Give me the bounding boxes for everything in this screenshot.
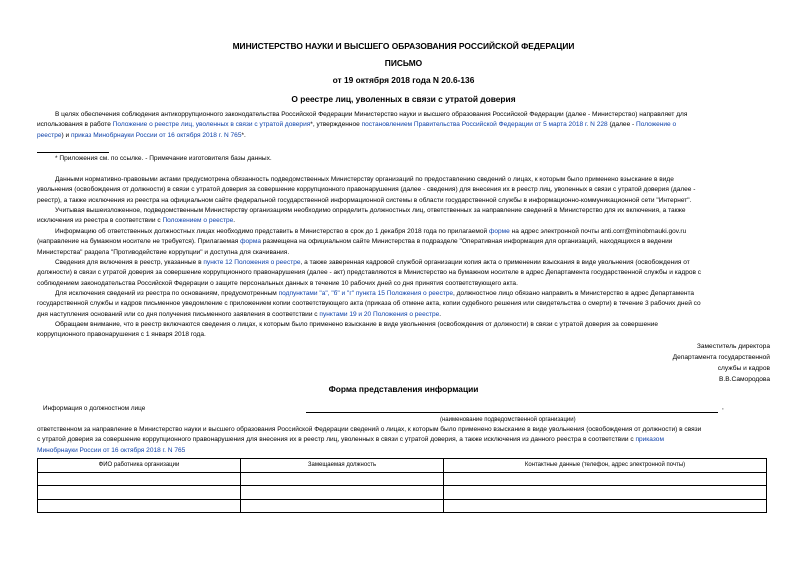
paragraph-4 xyxy=(37,227,767,258)
paragraph-2 xyxy=(37,175,767,206)
paragraph-line: государственной службы и кадров письменное уведомление с приложением копии соответствующего акта (приказа об отмене акта, копии судебного решения или свидетельства о смерти) в течение 3 рабочих дней со xyxy=(37,300,701,308)
link-government-decree[interactable]: постановлением Правительства Российской Федерации от 5 марта 2018 г. N 228 xyxy=(361,121,608,129)
intro-paragraph xyxy=(37,110,767,141)
table-cell[interactable] xyxy=(38,472,241,486)
text: , должностное лицо обязано направить в Министерство в адрес Департамента xyxy=(453,290,695,297)
paragraph-line: Обращаем внимание, что в реестр включаются сведения о лицах, к которым было применено взыскание в виде увольнения (освобождения от должности) в связи с утратой доверия за совершение xyxy=(55,321,659,328)
text: (далее - xyxy=(607,121,637,129)
link-form-2[interactable]: форма xyxy=(240,238,261,246)
signature-line: службы и кадров xyxy=(717,365,770,372)
paragraph-line xyxy=(37,227,767,237)
signature-block xyxy=(600,341,770,385)
document-type: ПИСЬМО xyxy=(384,58,423,68)
footnote xyxy=(55,154,655,164)
text: . xyxy=(439,310,442,318)
text: , а также заверенная кадровой службой организации копия акта о применении взыскания в виде увольнения (освобождения от xyxy=(300,259,690,266)
paragraph-line xyxy=(37,289,767,299)
link-order-765[interactable]: приказ Минобрнауки России от 16 октября 2018 г. N 765 xyxy=(70,131,242,139)
table-cell[interactable] xyxy=(444,499,767,513)
ministry-title: МИНИСТЕРСТВО НАУКИ И ВЫСШЕГО ОБРАЗОВАНИЯ РОССИЙСКОЙ ФЕДЕРАЦИИ xyxy=(232,41,575,51)
text: на адрес электронной почты anti.corr@minobrnauki.gov.ru xyxy=(509,228,687,235)
link-order[interactable]: приказом xyxy=(635,436,664,444)
paragraph-line xyxy=(37,216,767,226)
document-date-number: от 19 октября 2018 года N 20.6-136 xyxy=(332,75,475,85)
paragraph-line xyxy=(37,310,767,320)
text: *, утвержденное xyxy=(310,121,362,129)
intro-line-1: В целях обеспечения соблюдения антикоррупционного законодательства Российской Федерации Министерство науки и высшего образования Российской Федерации (далее - Министерство) направляет для xyxy=(55,111,688,118)
intro-line-2 xyxy=(37,120,767,130)
paragraph-line: ответственном за направление в Министерство науки и высшего образования Российской Федерации сведений о лицах, к которым было применено взыскание в виде увольнения (освобождения от должности) в связи xyxy=(37,426,702,433)
text: размещена на официальном сайте Министерства в подразделе "Оперативная информация для организаций, находящихся в ведении xyxy=(260,238,673,246)
table-header-row xyxy=(38,459,767,473)
info-label: Информация о должностном лице xyxy=(43,405,146,412)
link-point-12[interactable]: пункте 12 Положения о реестре xyxy=(203,259,301,266)
footnote-text: * Приложения см. по ссылке. - Примечание изготовителя базы данных. xyxy=(55,155,272,162)
table-cell[interactable] xyxy=(444,486,767,500)
text: исключения из реестра в соответствии с xyxy=(37,217,163,225)
table-row xyxy=(38,486,767,500)
column-header-fio: ФИО работника организации xyxy=(38,459,241,473)
table-cell[interactable] xyxy=(241,499,444,513)
link-points-19-20[interactable]: пунктами 19 и 20 Положения о реестре xyxy=(319,310,440,318)
table-cell[interactable] xyxy=(38,499,241,513)
paragraph-line xyxy=(37,237,767,247)
text: Информацию об ответственных должностных лицах необходимо представить в Министерство в срок до 1 декабря 2018 года по прилагаемой xyxy=(55,228,489,235)
link-regulation-registry[interactable]: Положение о реестре лиц, уволенных в связи с утратой доверия xyxy=(112,121,311,129)
paragraph-3 xyxy=(37,206,767,227)
paragraph-line: коррупционного правонарушения с 1 января 2018 года. xyxy=(37,331,206,339)
form-paragraph xyxy=(37,425,767,456)
link-regulation-short-cont[interactable]: реестре xyxy=(37,131,62,139)
text: Сведения для включения в реестр, указанные в xyxy=(55,259,204,266)
form-table xyxy=(37,458,767,513)
text: с утратой доверия за совершение коррупционного правонарушения для внесения их в реестр лиц, уволенных в связи с утратой доверия, а также исключения из данного реестра в соответствии с xyxy=(37,436,636,444)
link-form[interactable]: форме xyxy=(489,228,510,235)
column-header-contacts: Контактные данные (телефон, адрес электронной почты) xyxy=(444,459,767,473)
form-title: Форма представления информации xyxy=(328,384,479,394)
column-header-position: Замещаемая должность xyxy=(241,459,444,473)
paragraph-line: Министерства" раздела "Противодействие коррупции" и доступна для скачивания. xyxy=(37,248,290,256)
paragraph-line: Данными нормативно-правовыми актами предусмотрена обязанность подведомственных Министерству организаций по предоставлению сведений о лицах, к которым было применено взыскание в виде xyxy=(55,176,674,183)
signature-line: Заместитель директора xyxy=(696,343,770,350)
table-cell[interactable] xyxy=(241,472,444,486)
paragraph-line: соблюдением законодательства Российской Федерации о защите персональных данных в течение 10 рабочих дней со дня принятия соответствующего акта. xyxy=(37,279,518,287)
table-row xyxy=(38,499,767,513)
text: (направление на бумажном носителе не требуется). Прилагаемая xyxy=(37,238,241,246)
paragraph-line: должности) в связи с утратой доверия за совершение коррупционного правонарушения (далее - акт) представляются в Министерство на бумажном носителе в адрес Департамента государственной службы и кадров с xyxy=(37,269,702,277)
paragraph-line: увольнения (освобождения от должности) в связи с утратой доверия за совершение коррупционного правонарушения (далее - сведения) для внесения их в реестр лиц, уволенных в связи с утратой доверия (далее - xyxy=(37,186,696,194)
paragraph-line xyxy=(37,258,767,268)
document-subject: О реестре лиц, уволенных в связи с утратой доверия xyxy=(291,94,516,104)
signature-name: В.В.Самородова xyxy=(719,376,770,383)
paragraph-line: Учитывая вышеизложенное, подведомственным Министерству организациям необходимо определить должностных лиц, ответственных за направление сведений в Министерство для их включения, а также xyxy=(55,207,686,214)
footnote-separator xyxy=(37,152,109,153)
organization-caption: (наименование подведомственной организации) xyxy=(440,417,576,423)
table-cell[interactable] xyxy=(241,486,444,500)
link-order-765-form[interactable]: Минобрнауки России от 16 октября 2018 г. N 765 xyxy=(37,446,186,454)
table-cell[interactable] xyxy=(38,486,241,500)
paragraph-7 xyxy=(37,320,767,341)
text: *. xyxy=(241,131,246,139)
text: использования в работе xyxy=(37,121,113,129)
comma: , xyxy=(722,404,724,411)
link-regulation-short[interactable]: Положение о xyxy=(636,121,677,129)
signature-line: Департамента государственной xyxy=(672,354,770,361)
text: ) и xyxy=(61,131,71,139)
paragraph-6 xyxy=(37,289,767,320)
link-regulation-registry-2[interactable]: Положением о реестре xyxy=(162,217,234,225)
text: . xyxy=(233,217,236,225)
paragraph-5 xyxy=(37,258,767,289)
table-row xyxy=(38,472,767,486)
intro-line-3 xyxy=(37,131,767,141)
table-cell[interactable] xyxy=(444,472,767,486)
link-subpoints-15[interactable]: подпунктами "а", "б" и "г" пункта 15 Положения о реестре xyxy=(278,290,453,297)
paragraph-line xyxy=(37,446,767,456)
paragraph-line: реестр), а также исключения из реестра на официальном сайте федеральной государственной информационной системы в области государственной службы в информационно-коммуникационной сети "Интернет". xyxy=(37,196,692,204)
text: Для исключения сведений из реестра по основаниям, предусмотренным xyxy=(55,290,279,297)
paragraph-line xyxy=(37,435,767,445)
text: дня наступления оснований или со дня получения письменного заявления в соответствии с xyxy=(37,310,320,318)
organization-name-line xyxy=(306,412,718,413)
